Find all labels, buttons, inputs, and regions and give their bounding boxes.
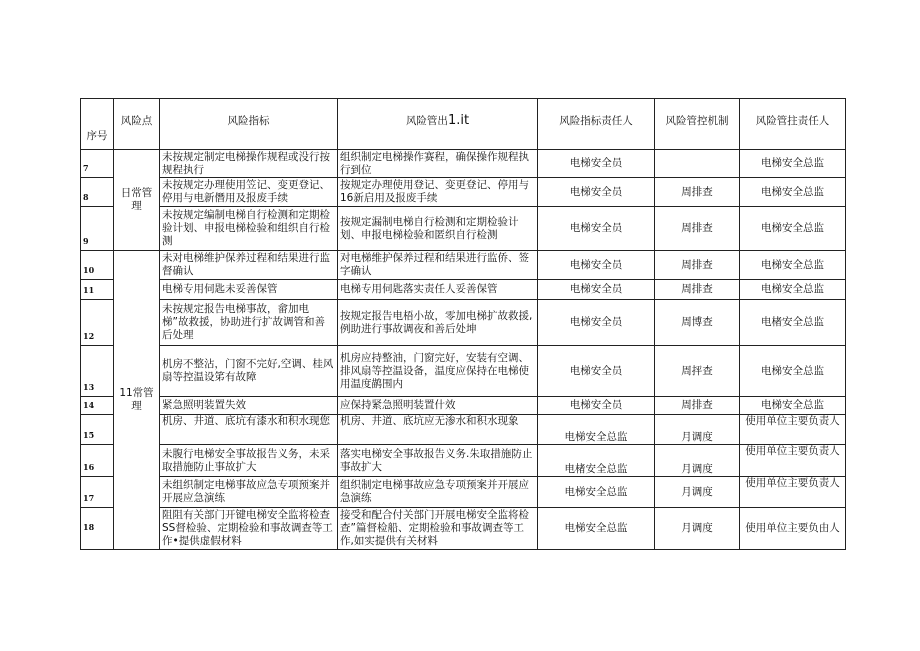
risk-indicator: 未按规定报告电梯事故，畲加电梯”故救援，协助进行扩故调管和善后处理 — [160, 300, 338, 346]
indicator-responsible: 电梯安全员 — [538, 280, 655, 300]
header-control-responsible: 风险管拄责任人 — [740, 99, 846, 150]
table-row — [81, 280, 846, 300]
table-row — [81, 207, 846, 251]
header-risk-point: 风险点 — [114, 99, 160, 150]
risk-indicator: 未组织制定电梯事故应急专项预案并开展应急演练 — [160, 477, 338, 508]
risk-indicator: 未按规定编制电梯自行检测和定期检验计划、申报电梯检验和组织自行检测 — [160, 207, 338, 251]
row-number: 14 — [81, 397, 114, 415]
row-number: 10 — [81, 251, 114, 280]
risk-indicator: 未腹行电梯安全事故报告义务，未采取措施防止事故扩大 — [160, 445, 338, 477]
control-responsible: 电梯安全总监 — [740, 346, 846, 397]
indicator-responsible: 电梯安全总监 — [538, 477, 655, 508]
control-responsible: 使用单位主要负由人 — [740, 508, 846, 550]
risk-point-daily: 日常管理 — [114, 150, 160, 251]
risk-control: 机房、井道、底坑应无渗水和积水现象 — [338, 415, 538, 445]
control-mechanism: 周排查 — [655, 280, 740, 300]
control-mechanism: 周抨查 — [655, 346, 740, 397]
header-row — [81, 99, 846, 150]
table-row — [81, 477, 846, 508]
control-mechanism: 周排查 — [655, 207, 740, 251]
header-indicator-responsible: 风险指标责任人 — [538, 99, 655, 150]
risk-indicator: 未按规定办理使用笠记、变更登记、停用与电新僭用及报废手续 — [160, 178, 338, 207]
risk-control: 电梯专用伺匙落实责任人妥善保管 — [338, 280, 538, 300]
risk-control: 按规定漏制电梯自行检测和定期检验计划、申报电梯检验和匿织自行检测 — [338, 207, 538, 251]
row-number: 17 — [81, 477, 114, 508]
header-control-mechanism: 风险管控机制 — [655, 99, 740, 150]
control-mechanism: 周排查 — [655, 397, 740, 415]
control-mechanism: 周排查 — [655, 178, 740, 207]
risk-indicator: 机房、井道、底坑有漆水和积水现您 — [160, 415, 338, 445]
header-risk-control-suffix: 1.it — [447, 113, 470, 128]
table-row — [81, 300, 846, 346]
row-number: 9 — [81, 207, 114, 251]
control-responsible: 电梯安全总监 — [740, 207, 846, 251]
control-responsible: 使用单位主要负责人 — [740, 415, 846, 445]
risk-control: 按规定报告电梧小故，零加电梯扩故救援,例助进行事故调夜和善后处坤 — [338, 300, 538, 346]
indicator-responsible: 电梯安全员 — [538, 300, 655, 346]
risk-control: 机房应持整油，门窗完好，安装有空调、排风扇等控温设备，温度应保持在电梯使用温度鹋围内 — [338, 346, 538, 397]
indicator-responsible: 电梯安全员 — [538, 397, 655, 415]
risk-control: 落实电梯安全事故报告义务.朱取措施防止事故扩大 — [338, 445, 538, 477]
control-responsible: 电梯安全总监 — [740, 280, 846, 300]
risk-table — [80, 98, 846, 550]
control-mechanism: 月调度 — [655, 477, 740, 508]
risk-control: 应保持紧急照明装置什效 — [338, 397, 538, 415]
control-responsible: 使用单位主要负责人 — [740, 445, 846, 477]
control-responsible: 电梯安全总监 — [740, 178, 846, 207]
table-row — [81, 346, 846, 397]
risk-control: 对电梯维护保养过程和结果进行监侨、签字确认 — [338, 251, 538, 280]
table-row — [81, 397, 846, 415]
control-mechanism: 周排查 — [655, 251, 740, 280]
risk-indicator: 紧急照明装置失效 — [160, 397, 338, 415]
table-row — [81, 178, 846, 207]
indicator-responsible: 电梯安全员 — [538, 207, 655, 251]
risk-indicator: 机房不整沾，门窗不完好,空调、桂风扇等控温设笫有故障 — [160, 346, 338, 397]
risk-indicator: 未对电梯维护保养过程和结果进行监督确认 — [160, 251, 338, 280]
risk-control: 组织制定电梯事故应急专项预案并开展应急演练 — [338, 477, 538, 508]
risk-indicator: 未按规定制定电梯操作规程或没行按规程执行 — [160, 150, 338, 178]
control-responsible: 电梯安全总监 — [740, 397, 846, 415]
indicator-responsible: 电梯安全总监 — [538, 415, 655, 445]
row-number: 16 — [81, 445, 114, 477]
control-responsible: 电梯安全总监 — [740, 150, 846, 178]
row-number: 11 — [81, 280, 114, 300]
header-risk-control — [338, 99, 538, 150]
header-no: 序号 — [81, 99, 114, 150]
risk-indicator: 阻阻有关部门开键电梯安全监将检查SS督检验、定期检验和事故调查等工作•提供虚假材料 — [160, 508, 338, 550]
indicator-responsible: 电梯安全员 — [538, 150, 655, 178]
table-row — [81, 415, 846, 445]
indicator-responsible: 电梯安全员 — [538, 346, 655, 397]
indicator-responsible: 电楮安全总监 — [538, 445, 655, 477]
risk-control: 接受和配合付关部门开展电梯安全监将检查”篇督检船、定期检验和事故调查等工作,如实提供有关材料 — [338, 508, 538, 550]
indicator-responsible: 电梯安全员 — [538, 178, 655, 207]
row-number: 7 — [81, 150, 114, 178]
row-number: 8 — [81, 178, 114, 207]
control-mechanism: 月调度 — [655, 508, 740, 550]
risk-indicator: 电梯专用伺匙未妥善保管 — [160, 280, 338, 300]
control-responsible: 电楮安全总监 — [740, 300, 846, 346]
header-risk-indicator: 风险指标 — [160, 99, 338, 150]
table-row — [81, 508, 846, 550]
row-number: 15 — [81, 415, 114, 445]
control-mechanism: 周博查 — [655, 300, 740, 346]
header-risk-control-text: 风险管出 — [405, 115, 448, 127]
risk-control: 按规定办理使用登记、变更登记、停用与16新启用及报废手续 — [338, 178, 538, 207]
row-number: 12 — [81, 300, 114, 346]
control-responsible: 使用单位主要负责人 — [740, 477, 846, 508]
control-mechanism: 月调度 — [655, 415, 740, 445]
table-row — [81, 150, 846, 178]
risk-control: 组织制定电梯操作赛程，确保操作规程执行到位 — [338, 150, 538, 178]
indicator-responsible: 电梯安全员 — [538, 251, 655, 280]
control-mechanism: 月调度 — [655, 445, 740, 477]
indicator-responsible: 电梯安全总监 — [538, 508, 655, 550]
control-responsible: 电梯安全总监 — [740, 251, 846, 280]
row-number: 18 — [81, 508, 114, 550]
table-row — [81, 251, 846, 280]
risk-point-11: 11常管理 — [114, 251, 160, 550]
table-row — [81, 445, 846, 477]
control-mechanism — [655, 150, 740, 178]
row-number: 13 — [81, 346, 114, 397]
